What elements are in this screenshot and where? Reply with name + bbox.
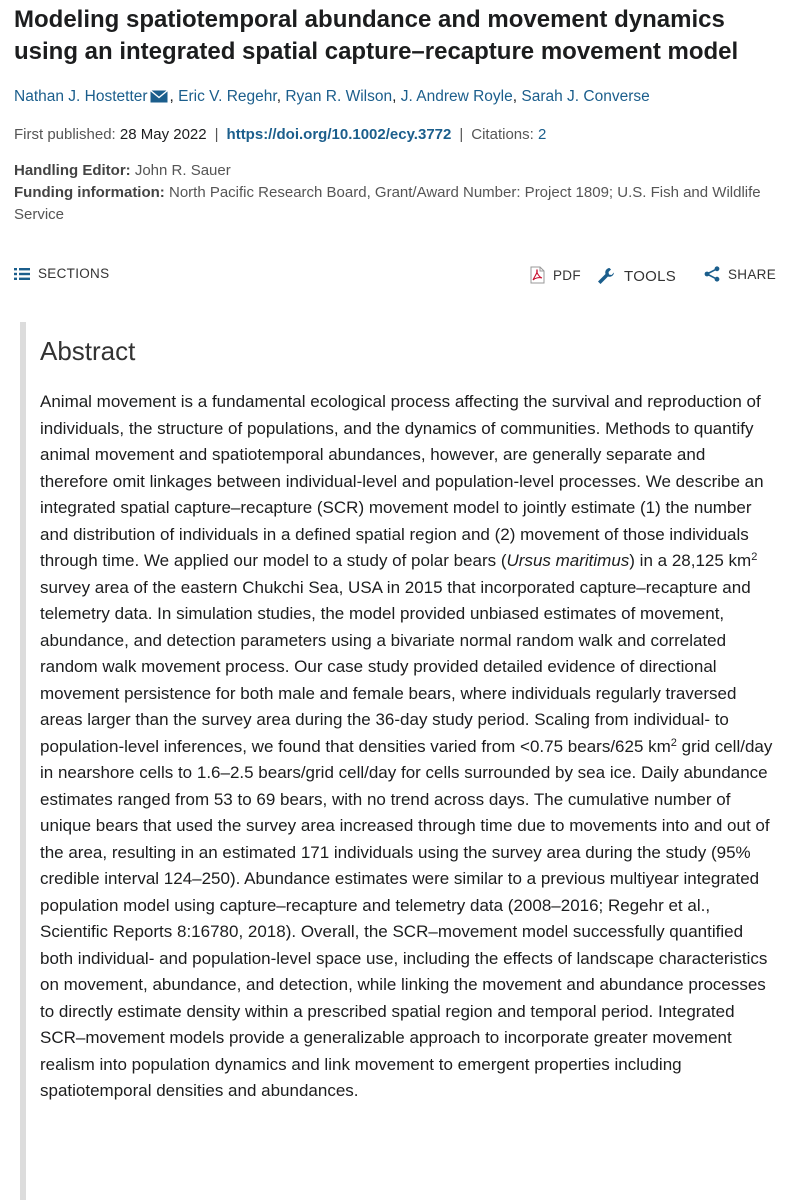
- share-label: SHARE: [728, 266, 777, 282]
- author-link[interactable]: Ryan R. Wilson: [285, 88, 393, 105]
- list-icon: [14, 267, 30, 281]
- tools-button[interactable]: [596, 266, 676, 286]
- abstract-text-part: survey area of the eastern Chukchi Sea, USA in 2015 that incorporated capture–recapture and telemetry data. In simulation studies, the model provided unbiased estimates of movement, abundance, and detection parameters using a bivariate normal random walk and correlated random walk movement process. Our case study provided detailed evidence of directional movement persistence for both male and female bears, where individuals regularly traversed areas larger than the survey area during the 36-day study period. Scaling from individual- to population-level inferences, we found that densities varied from <0.75 bears/625 km: [40, 577, 751, 756]
- citations-count-link[interactable]: 2: [537, 126, 547, 143]
- publication-meta: First published: 28 May 2022 | https://doi.org/10.1002/ecy.3772 | Citations: 2: [14, 126, 547, 143]
- editor-info: [14, 160, 784, 226]
- article-title: Modeling spatiotemporal abundance and movement dynamics using an integrated spatial capture–recapture movement model: [14, 6, 739, 65]
- superscript: 2: [751, 551, 758, 563]
- first-published-date: 28 May 2022: [119, 126, 207, 143]
- pdf-icon: [530, 266, 545, 284]
- abstract-text-part: ) in a 28,125 km: [629, 551, 752, 570]
- author-link[interactable]: J. Andrew Royle: [400, 88, 513, 105]
- doi-link[interactable]: https://doi.org/10.1002/ecy.3772: [226, 126, 452, 143]
- sections-button[interactable]: [14, 266, 109, 281]
- abstract-text-part: Animal movement is a fundamental ecological process affecting the survival and reproduction of individuals, the structure of populations, and the dynamics of communities. Methods to quantify animal movement and spatiotemporal abundances, however, are generally separate and therefore omit linkages between individual-level and population-level processes. We describe an integrated spatial capture–recapture (SCR) movement model to jointly estimate (1) the number and distribution of individuals in a defined spatial region and (2) movement of those individuals through time. We applied our model to a study of polar bears (: [40, 392, 764, 570]
- funding-label: Funding information:: [14, 184, 165, 201]
- funding-info: North Pacific Research Board, Grant/Award Number: Project 1809; U.S. Fish and Wildlife Service: [14, 184, 761, 223]
- author-link[interactable]: Sarah J. Converse: [521, 88, 650, 105]
- sections-label: SECTIONS: [38, 266, 110, 281]
- author-link[interactable]: Nathan J. Hostetter: [14, 88, 148, 105]
- tools-label: TOOLS: [624, 267, 677, 285]
- abstract-section: [20, 322, 786, 1200]
- handling-editor: John R. Sauer: [134, 162, 231, 179]
- citations-label: Citations:: [471, 126, 534, 143]
- handling-editor-label: Handling Editor:: [14, 162, 131, 179]
- pdf-button[interactable]: [530, 266, 581, 284]
- first-published-label: First published:: [14, 126, 116, 143]
- abstract-body: [40, 389, 776, 1105]
- author-list: Nathan J. Hostetter , Eric V. Regehr, Ryan R. Wilson, J. Andrew Royle, Sarah J. Converse: [14, 88, 650, 105]
- species-name: Ursus maritimus: [506, 551, 630, 570]
- superscript: 2: [670, 736, 677, 749]
- mail-icon[interactable]: [150, 90, 168, 103]
- wrench-icon: [596, 266, 616, 286]
- abstract-heading: Abstract: [40, 336, 136, 366]
- share-icon: [704, 266, 720, 282]
- author-link[interactable]: Eric V. Regehr: [178, 88, 277, 105]
- pdf-label: PDF: [553, 267, 581, 283]
- abstract-text-part: grid cell/day in nearshore cells to 1.6–2.5 bears/grid cell/day for cells surrounded by sea ice. Daily abundance estimates ranged from 53 to 69 bears, with no trend across days. The cumulative number of unique bears that used the survey area increased through time due to movements into and out of the area, resulting in an estimated 171 individuals using the survey area during the study (95% credible interval 124–250). Abundance estimates were similar to a previous multiyear integrated population model using capture–recapture and telemetry data (2008–2016; Regehr et al., Scientific Reports 8:16780, 2018). Overall, the SCR–movement model successfully quantified both individual- and population-level space use, including the effects of landscape characteristics on movement, abundance, and detection, while linking the movement and abundance processes to directly estimate density within a prescribed spatial region and temporal period. Integrated SCR–movement models provide a generalizable approach to incorporate greater movement realism into population dynamics and link movement to emergent properties including spatiotemporal densities and abundances.: [40, 736, 773, 1100]
- article-toolbar: [14, 266, 777, 292]
- share-button[interactable]: [704, 266, 776, 282]
